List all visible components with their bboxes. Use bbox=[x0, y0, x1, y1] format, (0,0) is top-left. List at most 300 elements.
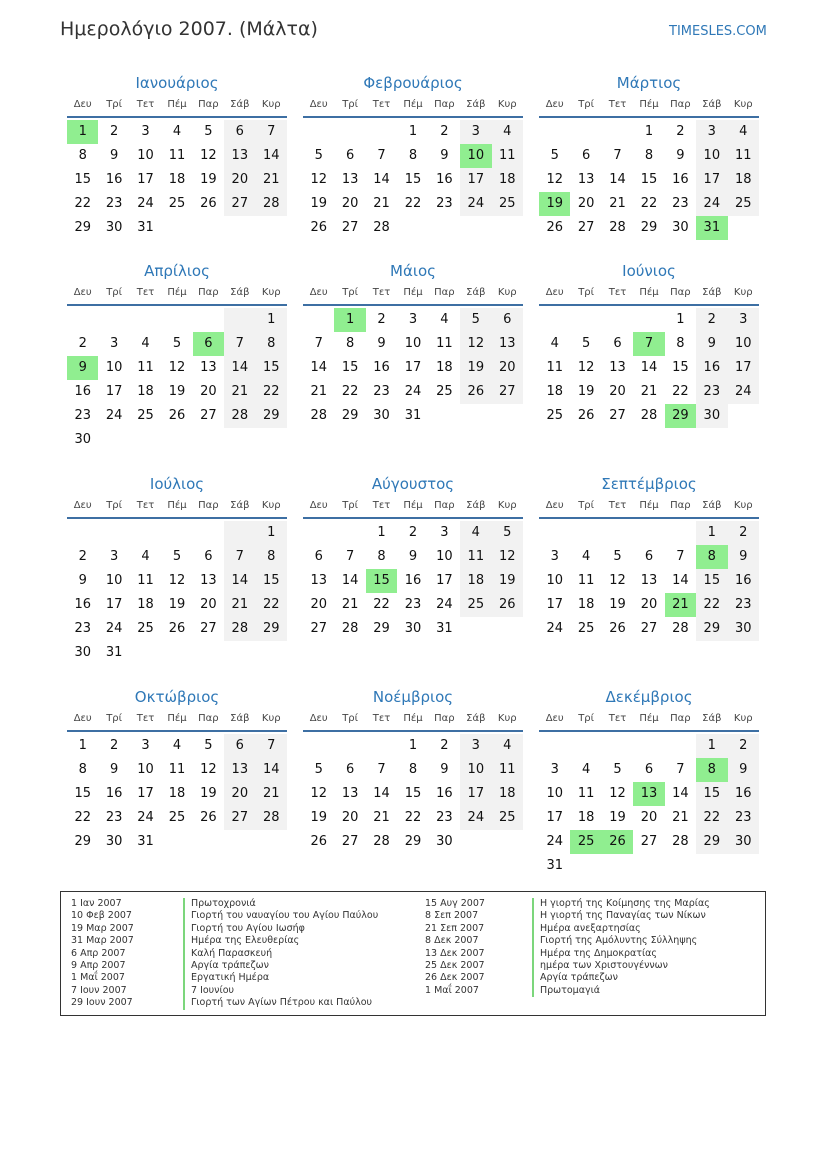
empty-cell bbox=[303, 308, 334, 332]
day-cell: 4 bbox=[550, 336, 559, 351]
holiday-date: 19 Μαρ 2007 bbox=[71, 922, 134, 934]
day-cell: 14 bbox=[256, 144, 287, 168]
day-cell: 15 bbox=[640, 172, 658, 187]
day-cell: 22 bbox=[404, 810, 422, 825]
day-cell: 1 bbox=[408, 738, 418, 753]
empty-cell bbox=[429, 404, 460, 428]
month-name: Ιούλιος bbox=[149, 475, 205, 493]
weekday-label: Δευ bbox=[73, 99, 92, 110]
day-cell: 7 bbox=[633, 332, 664, 356]
day-cell: 30 bbox=[105, 834, 123, 849]
holiday-dates-left bbox=[71, 898, 134, 1010]
day-cell: 28 bbox=[256, 192, 287, 216]
day-cell: 3 bbox=[728, 308, 759, 332]
empty-cell bbox=[98, 308, 129, 332]
day-cell: 13 bbox=[609, 360, 626, 375]
weekday-label: Τρί bbox=[342, 99, 359, 110]
day-cell: 24 bbox=[105, 621, 123, 636]
day-grid bbox=[539, 120, 759, 240]
day-cell: 14 bbox=[224, 569, 255, 593]
day-cell: 8 bbox=[408, 148, 418, 163]
day-cell: 18 bbox=[728, 168, 759, 192]
day-cell: 17 bbox=[460, 782, 491, 806]
day-cell: 31 bbox=[546, 858, 563, 873]
weekday-label: Δευ bbox=[545, 713, 564, 724]
empty-cell bbox=[334, 521, 365, 545]
empty-cell bbox=[460, 404, 491, 428]
day-cell: 21 bbox=[373, 196, 390, 211]
day-cell: 27 bbox=[310, 621, 327, 636]
day-cell: 1 bbox=[334, 308, 365, 332]
day-cell: 26 bbox=[168, 408, 186, 423]
weekday-label: Κυρ bbox=[733, 99, 753, 110]
empty-cell bbox=[633, 734, 664, 758]
day-cell: 25 bbox=[577, 621, 595, 636]
day-cell: 7 bbox=[613, 148, 622, 163]
day-cell: 29 bbox=[640, 220, 658, 235]
holiday-name: Πρωτοχρονιά bbox=[183, 898, 378, 910]
empty-cell bbox=[602, 854, 633, 878]
weekday-header bbox=[67, 708, 287, 732]
day-cell: 30 bbox=[728, 830, 759, 854]
day-cell: 31 bbox=[696, 216, 727, 240]
holiday-name: Γιορτή του Αγίου Ιωσήφ bbox=[183, 923, 378, 935]
holiday-date: 6 Απρ 2007 bbox=[71, 947, 126, 959]
empty-cell bbox=[98, 428, 129, 452]
holiday-date: 8 Σεπ 2007 bbox=[425, 910, 479, 922]
day-cell: 31 bbox=[436, 621, 453, 636]
day-cell: 12 bbox=[609, 573, 626, 588]
day-cell: 16 bbox=[728, 782, 759, 806]
day-cell: 4 bbox=[141, 336, 150, 351]
weekday-label: Πέμ bbox=[403, 287, 423, 298]
weekday-header bbox=[303, 282, 523, 306]
empty-cell bbox=[492, 404, 523, 428]
day-cell: 19 bbox=[200, 786, 217, 801]
day-cell: 17 bbox=[460, 168, 491, 192]
holiday-list bbox=[60, 891, 766, 1016]
holiday-date: 1 Μαΐ 2007 bbox=[71, 972, 125, 984]
day-cell: 12 bbox=[492, 545, 523, 569]
holiday-date: 31 Μαρ 2007 bbox=[71, 935, 134, 947]
day-cell: 10 bbox=[436, 549, 453, 564]
day-cell: 4 bbox=[581, 762, 591, 777]
day-cell: 18 bbox=[577, 597, 595, 612]
day-cell: 31 bbox=[105, 645, 123, 660]
month-name: Μάιος bbox=[390, 262, 436, 280]
month-calendar bbox=[303, 260, 523, 428]
day-cell: 24 bbox=[436, 597, 453, 612]
weekday-label: Τετ bbox=[136, 287, 155, 298]
day-cell: 18 bbox=[577, 810, 595, 825]
empty-cell bbox=[539, 734, 570, 758]
holiday-date: 1 Ιαν 2007 bbox=[71, 898, 122, 909]
empty-cell bbox=[193, 308, 224, 332]
empty-cell bbox=[161, 428, 192, 452]
day-cell: 2 bbox=[440, 738, 449, 753]
day-cell: 15 bbox=[672, 360, 689, 375]
weekday-label: Κυρ bbox=[497, 500, 517, 511]
day-cell: 27 bbox=[341, 834, 359, 849]
holiday-date: 13 Δεκ 2007 bbox=[425, 947, 485, 959]
month-name: Απρίλιος bbox=[144, 262, 210, 280]
day-cell: 16 bbox=[436, 786, 453, 801]
day-cell: 16 bbox=[373, 360, 390, 375]
day-cell: 18 bbox=[492, 782, 523, 806]
day-cell: 5 bbox=[204, 124, 213, 139]
empty-cell bbox=[193, 521, 224, 545]
day-cell: 25 bbox=[137, 408, 154, 423]
holiday-date: 21 Σεπ 2007 bbox=[425, 922, 485, 934]
weekday-label: Τετ bbox=[136, 500, 155, 511]
page-title: Ημερολόγιο 2007. (Μάλτα) bbox=[60, 18, 318, 40]
day-cell: 10 bbox=[728, 332, 759, 356]
day-cell: 25 bbox=[728, 192, 759, 216]
weekday-label: Τετ bbox=[136, 99, 155, 110]
weekday-label: Σάβ bbox=[466, 500, 486, 511]
day-cell: 1 bbox=[696, 521, 727, 545]
weekday-label: Κυρ bbox=[261, 713, 281, 724]
empty-cell bbox=[460, 617, 491, 641]
day-cell: 5 bbox=[172, 549, 182, 564]
day-grid bbox=[67, 734, 287, 854]
day-cell: 11 bbox=[577, 573, 595, 588]
day-cell: 21 bbox=[665, 593, 696, 617]
day-cell: 11 bbox=[168, 762, 186, 777]
empty-cell bbox=[161, 521, 192, 545]
day-cell: 8 bbox=[377, 549, 386, 564]
day-cell: 13 bbox=[224, 758, 255, 782]
day-cell: 7 bbox=[345, 549, 355, 564]
day-cell: 27 bbox=[609, 408, 626, 423]
empty-cell bbox=[161, 216, 192, 240]
day-cell: 27 bbox=[200, 621, 217, 636]
day-cell: 2 bbox=[78, 336, 87, 351]
day-cell: 17 bbox=[404, 360, 422, 375]
day-cell: 11 bbox=[492, 144, 523, 168]
weekday-header bbox=[539, 495, 759, 519]
day-cell: 3 bbox=[109, 549, 119, 564]
day-cell: 28 bbox=[310, 408, 327, 423]
day-cell: 4 bbox=[440, 312, 449, 327]
day-cell: 4 bbox=[492, 120, 523, 144]
weekday-label: Κυρ bbox=[497, 287, 517, 298]
day-cell: 11 bbox=[436, 336, 453, 351]
day-cell: 20 bbox=[492, 356, 523, 380]
day-cell: 17 bbox=[728, 356, 759, 380]
day-cell: 1 bbox=[377, 525, 386, 540]
day-cell: 15 bbox=[366, 569, 397, 593]
day-cell: 9 bbox=[728, 758, 759, 782]
day-cell: 27 bbox=[640, 621, 658, 636]
day-cell: 15 bbox=[256, 356, 287, 380]
weekday-label: Δευ bbox=[73, 500, 92, 511]
site-link[interactable]: TIMESLES.COM bbox=[669, 24, 767, 39]
weekday-label: Πέμ bbox=[167, 99, 187, 110]
day-cell: 3 bbox=[550, 762, 559, 777]
day-cell: 27 bbox=[224, 192, 255, 216]
weekday-label: Σάβ bbox=[230, 500, 250, 511]
day-grid bbox=[303, 308, 523, 428]
day-cell: 17 bbox=[137, 172, 154, 187]
day-cell: 1 bbox=[256, 521, 287, 545]
empty-cell bbox=[130, 641, 161, 665]
day-cell: 28 bbox=[672, 621, 689, 636]
day-cell: 27 bbox=[224, 806, 255, 830]
day-cell: 30 bbox=[105, 220, 123, 235]
day-cell: 2 bbox=[728, 521, 759, 545]
weekday-label: Τρί bbox=[578, 287, 595, 298]
weekday-label: Κυρ bbox=[497, 99, 517, 110]
day-cell: 26 bbox=[602, 830, 633, 854]
weekday-label: Παρ bbox=[198, 713, 219, 724]
weekday-label: Τρί bbox=[342, 713, 359, 724]
day-cell: 17 bbox=[105, 384, 123, 399]
day-cell: 25 bbox=[436, 384, 453, 399]
day-cell: 25 bbox=[546, 408, 563, 423]
day-cell: 17 bbox=[546, 597, 563, 612]
day-cell: 10 bbox=[546, 573, 563, 588]
day-cell: 16 bbox=[436, 172, 453, 187]
weekday-label: Πέμ bbox=[403, 713, 423, 724]
empty-cell bbox=[570, 521, 601, 545]
day-cell: 22 bbox=[672, 384, 689, 399]
day-cell: 13 bbox=[200, 360, 217, 375]
day-grid bbox=[303, 120, 523, 240]
day-cell: 4 bbox=[492, 734, 523, 758]
day-cell: 3 bbox=[550, 549, 559, 564]
weekday-label: Σάβ bbox=[466, 713, 486, 724]
day-cell: 19 bbox=[609, 810, 626, 825]
weekday-label: Τετ bbox=[608, 99, 627, 110]
empty-cell bbox=[492, 617, 523, 641]
empty-cell bbox=[728, 854, 759, 878]
holiday-name: Η γιορτή της Κοίμησης της Μαρίας bbox=[532, 898, 710, 910]
day-cell: 12 bbox=[200, 148, 217, 163]
empty-cell bbox=[67, 521, 98, 545]
day-cell: 2 bbox=[377, 312, 386, 327]
day-cell: 19 bbox=[492, 569, 523, 593]
weekday-label: Τρί bbox=[342, 500, 359, 511]
weekday-label: Παρ bbox=[198, 287, 219, 298]
day-cell: 6 bbox=[581, 148, 591, 163]
day-cell: 28 bbox=[256, 806, 287, 830]
day-cell: 7 bbox=[256, 120, 287, 144]
day-cell: 15 bbox=[256, 569, 287, 593]
day-cell: 20 bbox=[224, 168, 255, 192]
day-cell: 29 bbox=[696, 617, 727, 641]
holiday-date: 1 Μαΐ 2007 bbox=[425, 984, 479, 996]
day-cell: 8 bbox=[696, 758, 727, 782]
day-cell: 14 bbox=[609, 172, 626, 187]
day-cell: 13 bbox=[310, 573, 327, 588]
weekday-label: Τρί bbox=[578, 99, 595, 110]
day-cell: 7 bbox=[224, 332, 255, 356]
day-cell: 27 bbox=[341, 220, 359, 235]
holiday-name: Εργατική Ημέρα bbox=[183, 972, 378, 984]
empty-cell bbox=[193, 830, 224, 854]
weekday-label: Πέμ bbox=[167, 713, 187, 724]
day-cell: 2 bbox=[408, 525, 418, 540]
month-calendar bbox=[539, 72, 759, 240]
day-cell: 22 bbox=[256, 380, 287, 404]
month-calendar bbox=[67, 72, 287, 240]
day-cell: 21 bbox=[672, 810, 689, 825]
day-cell: 1 bbox=[676, 312, 685, 327]
day-cell: 4 bbox=[728, 120, 759, 144]
weekday-header bbox=[303, 708, 523, 732]
day-cell: 2 bbox=[109, 738, 119, 753]
empty-cell bbox=[696, 854, 727, 878]
day-cell: 31 bbox=[404, 408, 422, 423]
day-cell: 25 bbox=[460, 593, 491, 617]
day-cell: 5 bbox=[550, 148, 559, 163]
day-cell: 1 bbox=[408, 124, 418, 139]
empty-cell bbox=[256, 428, 287, 452]
month-name: Σεπτέμβριος bbox=[601, 475, 697, 493]
holiday-name: Αργία τράπεζων bbox=[532, 972, 710, 984]
day-cell: 26 bbox=[492, 593, 523, 617]
empty-cell bbox=[492, 830, 523, 854]
day-cell: 28 bbox=[224, 617, 255, 641]
day-cell: 27 bbox=[577, 220, 595, 235]
day-cell: 16 bbox=[404, 573, 422, 588]
weekday-label: Τρί bbox=[342, 287, 359, 298]
weekday-label: Σάβ bbox=[466, 287, 486, 298]
day-cell: 13 bbox=[633, 782, 664, 806]
empty-cell bbox=[633, 308, 664, 332]
weekday-label: Τρί bbox=[578, 713, 595, 724]
day-cell: 6 bbox=[644, 549, 654, 564]
weekday-label: Τρί bbox=[106, 713, 123, 724]
weekday-label: Δευ bbox=[73, 713, 92, 724]
day-cell: 11 bbox=[492, 758, 523, 782]
month-calendar bbox=[539, 473, 759, 641]
empty-cell bbox=[602, 734, 633, 758]
day-cell: 2 bbox=[78, 549, 87, 564]
weekday-label: Πέμ bbox=[403, 500, 423, 511]
day-cell: 6 bbox=[492, 308, 523, 332]
day-cell: 10 bbox=[460, 758, 491, 782]
day-cell: 15 bbox=[404, 786, 422, 801]
day-cell: 24 bbox=[137, 810, 154, 825]
day-cell: 4 bbox=[141, 549, 150, 564]
day-cell: 14 bbox=[373, 172, 390, 187]
day-cell: 31 bbox=[137, 834, 154, 849]
weekday-label: Τετ bbox=[136, 713, 155, 724]
day-cell: 13 bbox=[200, 573, 217, 588]
day-cell: 4 bbox=[581, 549, 591, 564]
day-cell: 7 bbox=[224, 545, 255, 569]
day-cell: 23 bbox=[728, 806, 759, 830]
day-cell: 2 bbox=[440, 124, 449, 139]
holiday-date: 9 Απρ 2007 bbox=[71, 959, 126, 971]
empty-cell bbox=[67, 308, 98, 332]
day-cell: 20 bbox=[200, 384, 217, 399]
weekday-label: Τρί bbox=[578, 500, 595, 511]
day-cell: 26 bbox=[168, 621, 186, 636]
day-grid bbox=[539, 308, 759, 428]
weekday-header bbox=[539, 94, 759, 118]
month-calendar bbox=[67, 473, 287, 665]
empty-cell bbox=[224, 216, 255, 240]
weekday-label: Κυρ bbox=[733, 713, 753, 724]
holiday-name: Γιορτή της Αμόλυντης Σύλληψης bbox=[532, 935, 710, 947]
day-cell: 30 bbox=[672, 220, 689, 235]
day-cell: 28 bbox=[672, 834, 689, 849]
day-cell: 23 bbox=[728, 593, 759, 617]
weekday-label: Παρ bbox=[198, 500, 219, 511]
day-cell: 30 bbox=[373, 408, 390, 423]
weekday-label: Παρ bbox=[434, 287, 455, 298]
day-cell: 8 bbox=[696, 545, 727, 569]
day-cell: 11 bbox=[577, 786, 595, 801]
day-cell: 19 bbox=[200, 172, 217, 187]
day-cell: 16 bbox=[74, 384, 91, 399]
weekday-label: Σάβ bbox=[230, 99, 250, 110]
day-cell: 17 bbox=[696, 168, 727, 192]
day-cell: 11 bbox=[137, 573, 154, 588]
weekday-label: Παρ bbox=[434, 500, 455, 511]
day-cell: 9 bbox=[408, 549, 418, 564]
day-cell: 22 bbox=[341, 384, 359, 399]
day-cell: 6 bbox=[613, 336, 622, 351]
empty-cell bbox=[460, 216, 491, 240]
day-cell: 10 bbox=[696, 144, 727, 168]
weekday-label: Πέμ bbox=[639, 287, 659, 298]
day-cell: 12 bbox=[200, 762, 217, 777]
empty-cell bbox=[303, 734, 334, 758]
day-cell: 10 bbox=[105, 573, 123, 588]
day-cell: 20 bbox=[341, 810, 359, 825]
month-calendar bbox=[303, 72, 523, 240]
day-cell: 8 bbox=[408, 762, 418, 777]
empty-cell bbox=[366, 734, 397, 758]
day-cell: 27 bbox=[200, 408, 217, 423]
day-cell: 26 bbox=[609, 621, 626, 636]
day-cell: 12 bbox=[460, 332, 491, 356]
weekday-header bbox=[67, 495, 287, 519]
day-cell: 8 bbox=[256, 332, 287, 356]
day-cell: 6 bbox=[314, 549, 323, 564]
day-cell: 3 bbox=[408, 312, 418, 327]
day-cell: 9 bbox=[440, 148, 449, 163]
day-cell: 3 bbox=[460, 734, 491, 758]
day-cell: 15 bbox=[404, 172, 422, 187]
day-cell: 24 bbox=[696, 192, 727, 216]
empty-cell bbox=[303, 120, 334, 144]
day-cell: 2 bbox=[676, 124, 685, 139]
day-cell: 20 bbox=[577, 196, 595, 211]
empty-cell bbox=[161, 308, 192, 332]
empty-cell bbox=[256, 830, 287, 854]
day-cell: 3 bbox=[696, 120, 727, 144]
weekday-label: Κυρ bbox=[497, 713, 517, 724]
empty-cell bbox=[303, 521, 334, 545]
day-cell: 23 bbox=[436, 196, 453, 211]
weekday-label: Πέμ bbox=[167, 287, 187, 298]
month-name: Ιανουάριος bbox=[135, 74, 219, 92]
weekday-label: Κυρ bbox=[261, 287, 281, 298]
holiday-name: Ημέρα της Ελευθερίας bbox=[183, 935, 378, 947]
empty-cell bbox=[130, 308, 161, 332]
day-cell: 23 bbox=[672, 196, 689, 211]
day-cell: 20 bbox=[640, 597, 658, 612]
day-cell: 10 bbox=[105, 360, 123, 375]
weekday-label: Κυρ bbox=[733, 500, 753, 511]
day-cell: 21 bbox=[373, 810, 390, 825]
empty-cell bbox=[570, 854, 601, 878]
